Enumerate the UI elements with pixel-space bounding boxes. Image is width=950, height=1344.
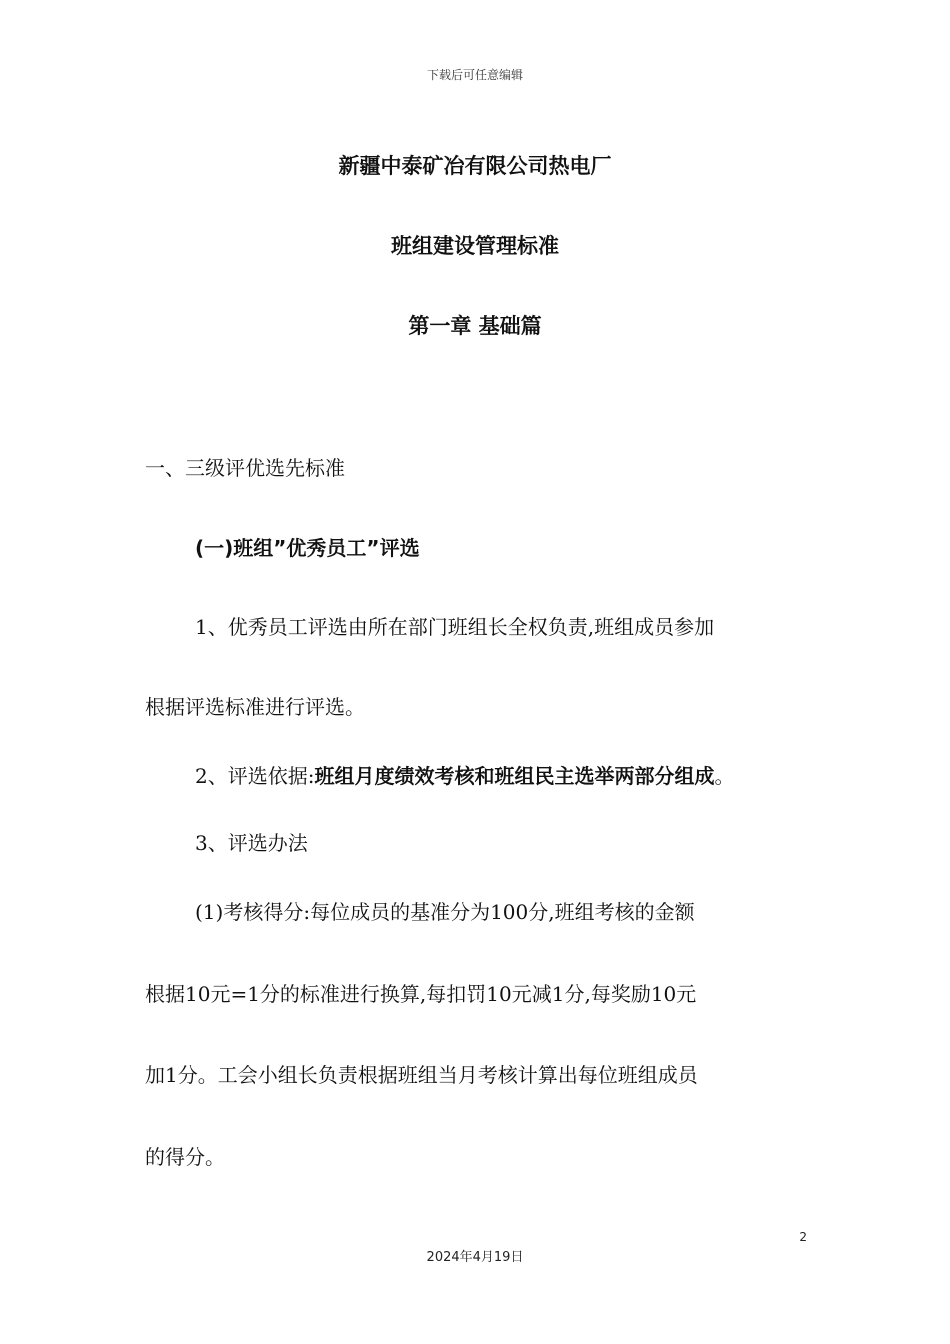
item2-line [195, 760, 734, 789]
item1-line2: 根据评选标准进行评选。 [145, 695, 365, 719]
item2-suffix: 。 [714, 764, 735, 788]
item2-prefix: 2、评选依据: [195, 764, 315, 788]
para1-line4: 的得分。 [145, 1145, 225, 1169]
chapter-title: 第一章 基础篇 [408, 314, 542, 338]
item1-line1: 1、优秀员工评选由所在部门班组长全权负责,班组成员参加 [195, 615, 715, 639]
company-title: 新疆中泰矿冶有限公司热电厂 [338, 154, 612, 178]
subsection-heading: (一)班组”优秀员工”评选 [195, 536, 420, 560]
para1-line2: 根据10元=1分的标准进行换算,每扣罚10元减1分,每奖励10元 [145, 982, 697, 1006]
page-number: 2 [799, 1230, 807, 1244]
item2-bold-text: 班组月度绩效考核和班组民主选举两部分组成 [314, 764, 715, 788]
document-title: 班组建设管理标准 [391, 234, 559, 258]
section-heading: 一、三级评优选先标准 [145, 456, 345, 480]
para1-line1: (1)考核得分:每位成员的基准分为100分,班组考核的金额 [195, 900, 695, 924]
item3-line: 3、评选办法 [195, 831, 308, 855]
header-note: 下载后可任意编辑 [426, 68, 523, 82]
para1-line3: 加1分。工会小组长负责根据班组当月考核计算出每位班组成员 [145, 1063, 698, 1087]
footer-date: 2024年4月19日 [426, 1250, 524, 1265]
